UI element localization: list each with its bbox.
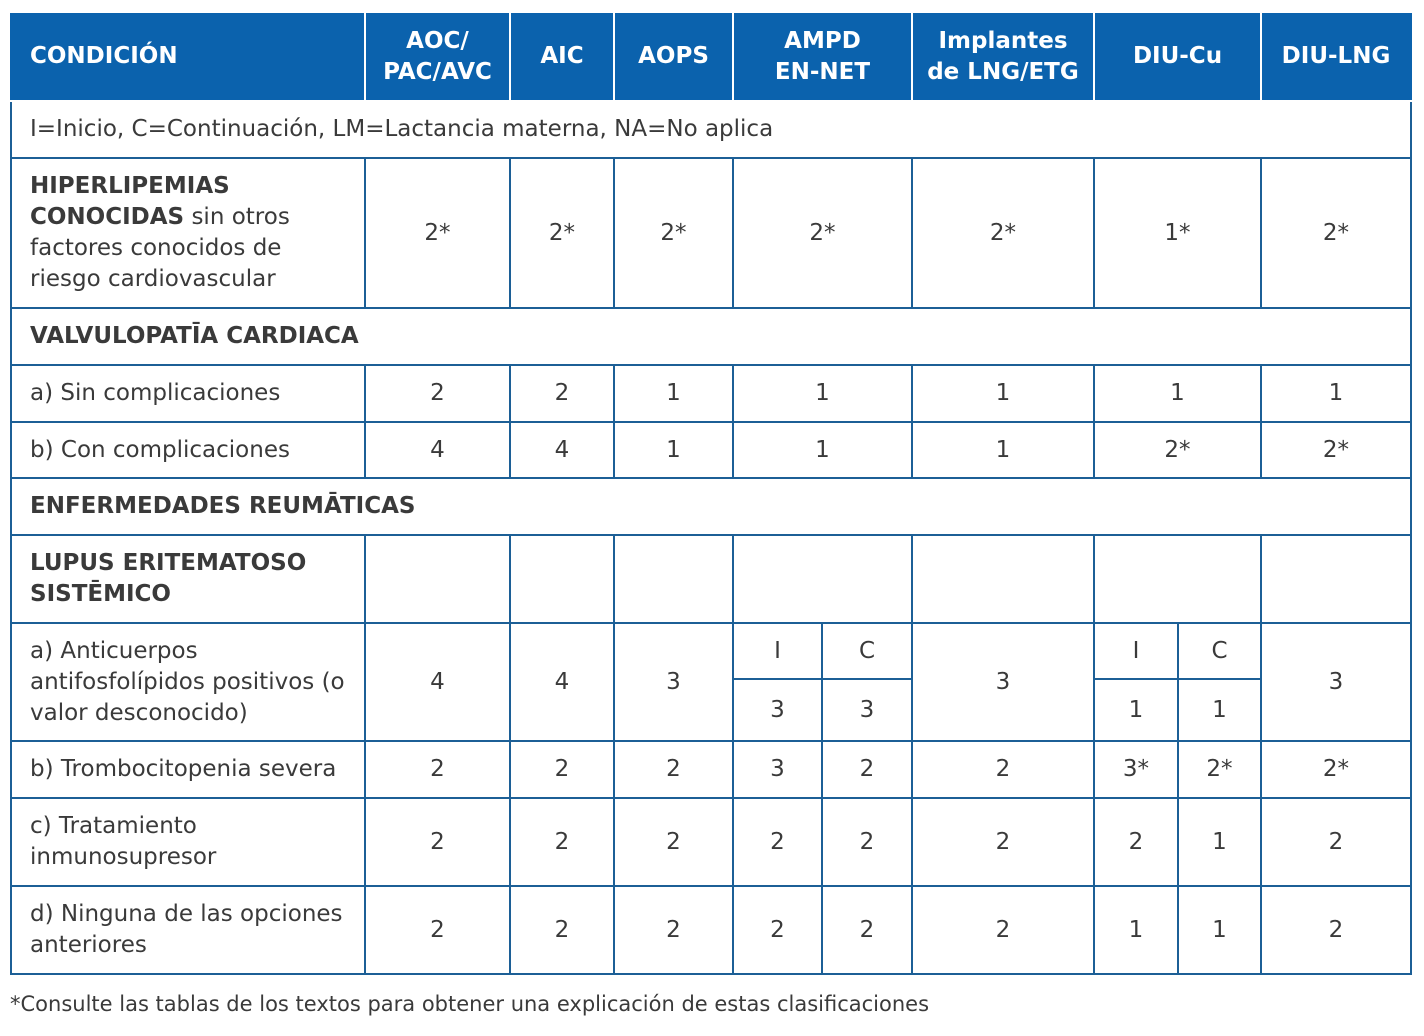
cell-aops: 1	[614, 422, 733, 478]
cell-diu-lng: 3	[1261, 623, 1411, 741]
cell-diu-cu-i-head: I	[1094, 623, 1178, 679]
section-row-valvulopatia	[11, 308, 1411, 365]
condition-label: b) Trombocitopenia severa	[11, 741, 365, 798]
cell-ampd-i-head: I	[733, 623, 822, 679]
table-row-valv-a	[11, 365, 1411, 422]
cell-aic: 4	[510, 623, 614, 741]
cell-aoc: 2	[365, 886, 510, 974]
cell-ampd-c-head: C	[822, 623, 912, 679]
cell-implantes: 1	[912, 365, 1094, 422]
cell-implantes: 2	[912, 741, 1094, 798]
cell-diu-cu-i: 2	[1094, 798, 1178, 886]
cell-aic: 2	[510, 365, 614, 422]
cell-diu-lng: 2	[1261, 886, 1411, 974]
condition-label: c) Tratamiento inmunosupresor	[11, 798, 365, 886]
cell-ampd	[733, 535, 912, 623]
cell-diu-cu-i: 1	[1094, 679, 1178, 741]
cell-diu-lng: 2	[1261, 798, 1411, 886]
cell-aoc: 2*	[365, 158, 510, 308]
cell-implantes: 3	[912, 623, 1094, 741]
condition-label: d) Ninguna de las opciones anteriores	[11, 886, 365, 974]
cell-implantes	[912, 535, 1094, 623]
header-aops: AOPS	[614, 13, 733, 101]
condition-label: a) Sin complicaciones	[11, 365, 365, 422]
cell-diu-cu-c-head: C	[1178, 623, 1261, 679]
cell-aoc: 2	[365, 741, 510, 798]
table-row-hiperlipemias	[11, 158, 1411, 308]
cell-aic: 2	[510, 741, 614, 798]
condition-label: a) Anticuerpos antifosfolípidos positivos (o valor desconocido)	[11, 623, 365, 741]
cell-diu-lng: 2*	[1261, 422, 1411, 478]
cell-diu-lng: 2*	[1261, 158, 1411, 308]
header-ampd: AMPD EN-NET	[733, 13, 912, 101]
cell-diu-lng: 1	[1261, 365, 1411, 422]
cell-aic: 2	[510, 798, 614, 886]
table-row-lupus-d	[11, 886, 1411, 974]
cell-diu-cu-i: 3*	[1094, 741, 1178, 798]
legend-row	[11, 101, 1411, 158]
condition-label: HIPERLIPEMIAS CONOCIDAS sin otros factores conocidos de riesgo cardiovascular	[11, 158, 365, 308]
cell-implantes: 1	[912, 422, 1094, 478]
cell-ampd-c: 2	[822, 798, 912, 886]
cell-ampd: 2*	[733, 158, 912, 308]
cell-diu-lng: 2*	[1261, 741, 1411, 798]
cell-diu-cu-c: 1	[1178, 679, 1261, 741]
cell-diu-cu	[1094, 535, 1261, 623]
cell-implantes: 2	[912, 886, 1094, 974]
table-row-lupus-a	[11, 623, 1411, 679]
table-row-valv-b	[11, 422, 1411, 478]
cell-aic	[510, 535, 614, 623]
cell-aops: 2	[614, 798, 733, 886]
header-aoc: AOC/ PAC/AVC	[365, 13, 510, 101]
section-row-reumaticas	[11, 478, 1411, 535]
section-title: VALVULOPATĪA CARDIACA	[11, 308, 1411, 365]
cell-ampd-c: 3	[822, 679, 912, 741]
cell-aic: 2*	[510, 158, 614, 308]
header-implantes: Implantes de LNG/ETG	[912, 13, 1094, 101]
cell-aoc: 4	[365, 623, 510, 741]
mec-table	[10, 13, 1412, 975]
condition-label: LUPUS ERITEMATOSO SISTĒMICO	[11, 535, 365, 623]
cell-diu-cu: 1*	[1094, 158, 1261, 308]
cell-aoc	[365, 535, 510, 623]
footnote: *Consulte las tablas de los textos para obtener una explicación de estas clasificaciones	[10, 992, 930, 1016]
table-row-lupus-title	[11, 535, 1411, 623]
cell-diu-cu-c: 1	[1178, 886, 1261, 974]
header-diu-cu: DIU-Cu	[1094, 13, 1261, 101]
cell-aops	[614, 535, 733, 623]
cell-aoc: 2	[365, 365, 510, 422]
condition-label: b) Con complicaciones	[11, 422, 365, 478]
cell-aops: 2	[614, 741, 733, 798]
cell-aops: 2	[614, 886, 733, 974]
header-condicion: CONDICIÓN	[11, 13, 365, 101]
cell-implantes: 2*	[912, 158, 1094, 308]
cell-aic: 4	[510, 422, 614, 478]
table-row-lupus-c	[11, 798, 1411, 886]
cell-diu-cu-c: 1	[1178, 798, 1261, 886]
cell-diu-cu-i: 1	[1094, 886, 1178, 974]
cell-ampd: 1	[733, 365, 912, 422]
cell-ampd: 1	[733, 422, 912, 478]
mec-table-container	[10, 13, 1410, 975]
table-row-lupus-b	[11, 741, 1411, 798]
cell-aic: 2	[510, 886, 614, 974]
cell-diu-cu: 2*	[1094, 422, 1261, 478]
cell-ampd-c: 2	[822, 886, 912, 974]
cell-diu-cu-c: 2*	[1178, 741, 1261, 798]
table-header-row	[11, 13, 1411, 101]
cell-diu-cu: 1	[1094, 365, 1261, 422]
header-aic: AIC	[510, 13, 614, 101]
cell-diu-lng	[1261, 535, 1411, 623]
section-title: ENFERMEDADES REUMĀTICAS	[11, 478, 1411, 535]
cell-ampd-i: 3	[733, 741, 822, 798]
cell-aoc: 4	[365, 422, 510, 478]
legend-text: I=Inicio, C=Continuación, LM=Lactancia materna, NA=No aplica	[11, 101, 1411, 158]
cell-ampd-i: 2	[733, 798, 822, 886]
cell-ampd-i: 2	[733, 886, 822, 974]
cell-implantes: 2	[912, 798, 1094, 886]
cell-aops: 3	[614, 623, 733, 741]
cell-ampd-i: 3	[733, 679, 822, 741]
cell-aops: 1	[614, 365, 733, 422]
cell-aops: 2*	[614, 158, 733, 308]
cell-aoc: 2	[365, 798, 510, 886]
header-diu-lng: DIU-LNG	[1261, 13, 1411, 101]
cell-ampd-c: 2	[822, 741, 912, 798]
